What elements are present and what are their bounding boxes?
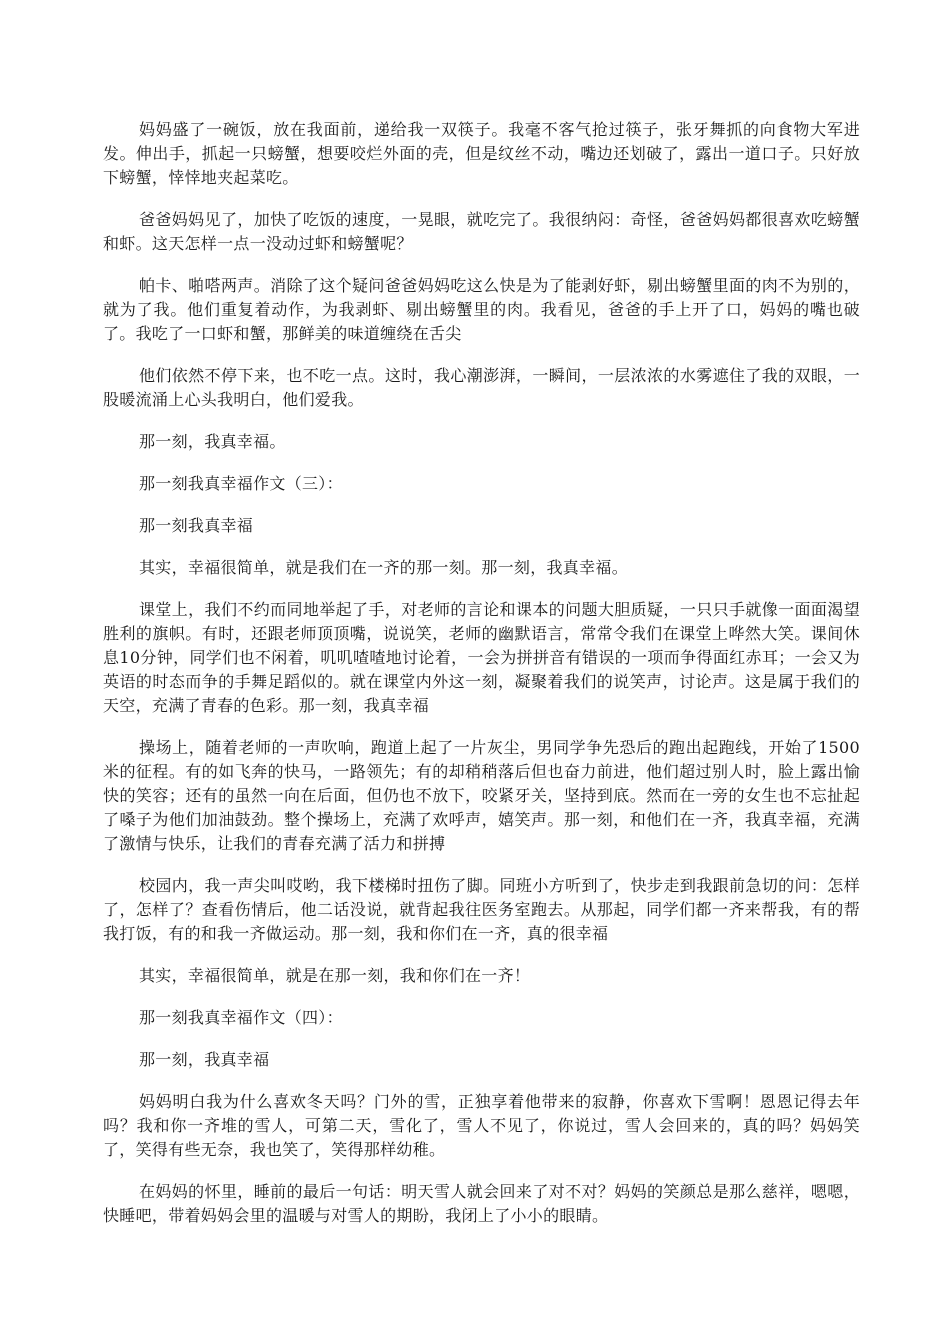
paragraph: 他们依然不停下来，也不吃一点。这时，我心潮澎湃，一瞬间，一层浓浓的水雾遮住了我的双眼，一股暖流涌上心头我明白，他们爱我。 <box>103 366 860 409</box>
paragraph: 课堂上，我们不约而同地举起了手，对老师的言论和课本的问题大胆质疑，一只只手就像一面面渴望胜利的旗帜。有时，还跟老师顶顶嘴，说说笑，老师的幽默语言，常常令我们在课堂上哗然大笑。课间休息10分钟，同学们也不闲着，叽叽喳喳地讨论着，一会为拼拼音有错误的一项而争得面红赤耳；一会又为英语的时态而争的手舞足蹈似的。就在课堂内外这一刻，凝聚着我们的说笑声，讨论声。这是属于我们的天空，充满了青春的色彩。那一刻，我真幸福 <box>103 600 860 715</box>
paragraph: 那一刻，我真幸福。 <box>139 432 286 451</box>
paragraph: 其实，幸福很简单，就是我们在一齐的那一刻。那一刻，我真幸福。 <box>139 558 629 577</box>
paragraph: 帕卡、啪嗒两声。消除了这个疑问爸爸妈妈吃这么快是为了能剥好虾，剔出螃蟹里面的肉不为别的，就为了我。他们重复着动作，为我剥虾、剔出螃蟹里的肉。我看见，爸爸的手上开了口，妈妈的嘴也破了。我吃了一口虾和蟹，那鲜美的味道缠绕在舌尖 <box>103 276 860 343</box>
paragraph: 妈妈盛了一碗饭，放在我面前，递给我一双筷子。我毫不客气抢过筷子，张牙舞抓的向食物大军进发。伸出手，抓起一只螃蟹，想要咬烂外面的壳，但是纹丝不动，嘴边还划破了，露出一道口子。只好放下螃蟹，悻悻地夹起菜吃。 <box>103 120 860 187</box>
paragraph: 校园内，我一声尖叫哎哟，我下楼梯时扭伤了脚。同班小方听到了，快步走到我跟前急切的问：怎样了，怎样了？查看伤情后，他二话没说，就背起我往医务室跑去。从那起，同学们都一齐来帮我，有的帮我打饭，有的和我一齐做运动。那一刻，我和你们在一齐，真的很幸福 <box>103 876 860 943</box>
paragraph: 妈妈明白我为什么喜欢冬天吗？门外的雪，正独享着他带来的寂静，你喜欢下雪啊！恩恩记得去年吗？我和你一齐堆的雪人，可第二天，雪化了，雪人不见了，你说过，雪人会回来的，真的吗？妈妈笑了，笑得有些无奈，我也笑了，笑得那样幼稚。 <box>103 1092 860 1159</box>
essay-title: 那一刻我真幸福 <box>139 516 254 535</box>
document-body <box>103 118 860 1246</box>
essay-title: 那一刻，我真幸福 <box>139 1050 270 1069</box>
paragraph: 其实，幸福很简单，就是在那一刻，我和你们在一齐！ <box>139 966 531 985</box>
paragraph: 爸爸妈妈见了，加快了吃饭的速度，一晃眼，就吃完了。我很纳闷：奇怪，爸爸妈妈都很喜欢吃螃蟹和虾。这天怎样一点一没动过虾和螃蟹呢？ <box>103 210 860 253</box>
paragraph: 在妈妈的怀里，睡前的最后一句话：明天雪人就会回来了对不对？妈妈的笑颜总是那么慈祥，嗯嗯，快睡吧，带着妈妈会里的温暖与对雪人的期盼，我闭上了小小的眼睛。 <box>103 1182 860 1225</box>
paragraph: 操场上，随着老师的一声吹响，跑道上起了一片灰尘，男同学争先恐后的跑出起跑线，开始了1500米的征程。有的如飞奔的快马，一路领先；有的却稍稍落后但也奋力前进，他们超过别人时，脸上露出愉快的笑容；还有的虽然一向在后面，但仍也不放下，咬紧牙关，坚持到底。然而在一旁的女生也不忘扯起了嗓子为他们加油鼓劲。整个操场上，充满了欢呼声，嬉笑声。那一刻，和他们在一齐，我真幸福，充满了激情与快乐，让我们的青春充满了活力和拼搏 <box>103 738 860 853</box>
section-heading: 那一刻我真幸福作文（三）： <box>139 474 343 493</box>
section-heading: 那一刻我真幸福作文（四）： <box>139 1008 343 1027</box>
